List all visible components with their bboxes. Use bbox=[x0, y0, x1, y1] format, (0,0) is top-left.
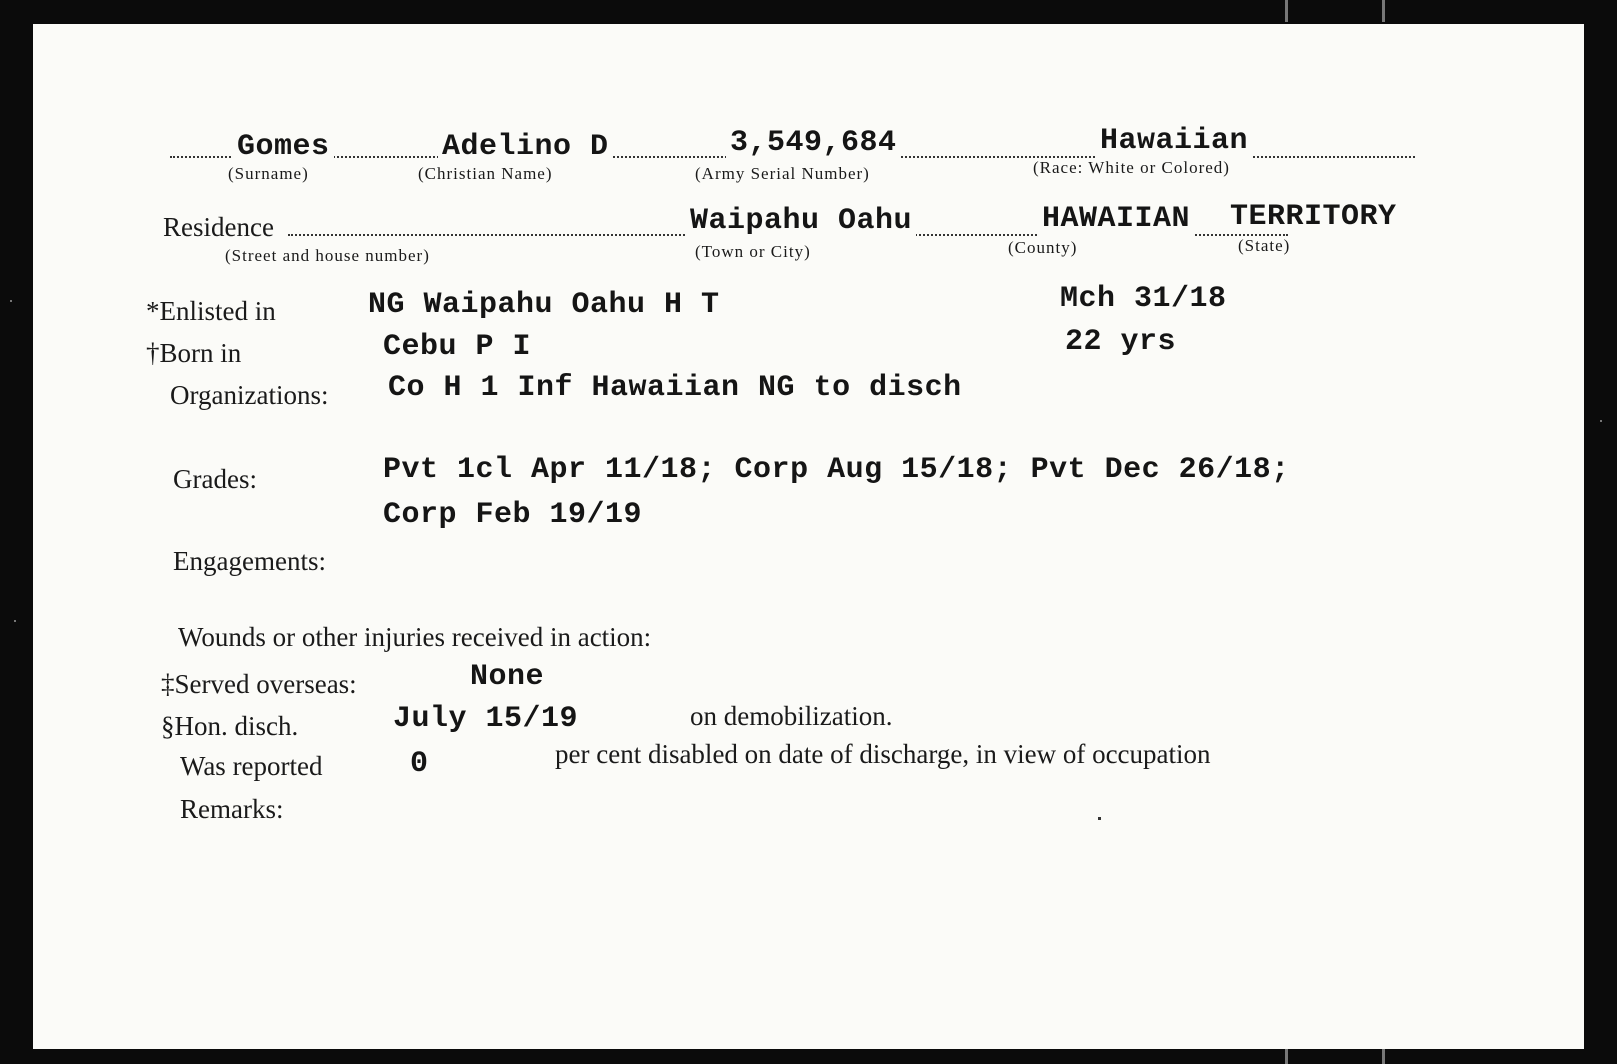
discharge-date: July 15/19 bbox=[393, 702, 579, 736]
enlisted-value: NG Waipahu Oahu H T bbox=[368, 288, 720, 322]
residence-label: Residence bbox=[163, 212, 274, 242]
service-record-card bbox=[33, 24, 1584, 1049]
scan-mark bbox=[1285, 0, 1288, 22]
christian-name-value: Adelino D bbox=[438, 130, 613, 164]
enlisted-label: *Enlisted in bbox=[146, 296, 276, 326]
state-value: TERRITORY bbox=[1230, 200, 1397, 234]
surname-value: Gomes bbox=[233, 130, 334, 164]
town-caption: (Town or City) bbox=[695, 242, 811, 261]
race-value: Hawaiian bbox=[1096, 124, 1252, 158]
born-label: †Born in bbox=[146, 338, 242, 368]
reported-label: Was reported bbox=[180, 751, 323, 781]
state-caption: (State) bbox=[1238, 236, 1291, 255]
scan-speck bbox=[1600, 420, 1602, 422]
discharge-label: §Hon. disch. bbox=[161, 711, 299, 741]
born-value: Cebu P I bbox=[383, 330, 532, 364]
discharge-suffix: on demobilization. bbox=[690, 701, 893, 731]
scan-speck bbox=[10, 300, 12, 302]
served-overseas-label: ‡Served overseas: bbox=[161, 669, 357, 699]
organizations-label: Organizations: bbox=[170, 380, 329, 410]
town-value: Waipahu Oahu bbox=[686, 204, 916, 238]
remarks-label: Remarks: bbox=[180, 794, 284, 824]
wounds-label: Wounds or other injuries received in action: bbox=[178, 622, 652, 652]
grades-line-1: Pvt 1cl Apr 11/18; Corp Aug 15/18; Pvt Dec 26/18; bbox=[383, 453, 1290, 487]
disability-suffix: per cent disabled on date of discharge, in view of occupation bbox=[555, 739, 1211, 769]
surname-caption: (Surname) bbox=[228, 164, 309, 183]
born-age: 22 yrs bbox=[1065, 325, 1177, 359]
engagements-label: Engagements: bbox=[173, 546, 326, 576]
scan-mark bbox=[1285, 1048, 1288, 1064]
serial-number-value: 3,549,684 bbox=[726, 126, 901, 160]
street-caption: (Street and house number) bbox=[225, 246, 430, 265]
grades-line-2: Corp Feb 19/19 bbox=[383, 498, 643, 532]
scan-speck bbox=[14, 620, 16, 622]
county-caption: (County) bbox=[1008, 238, 1078, 257]
christian-name-caption: (Christian Name) bbox=[418, 164, 553, 183]
organizations-value: Co H 1 Inf Hawaiian NG to disch bbox=[388, 371, 962, 405]
scan-mark bbox=[1382, 0, 1385, 22]
disability-percent: 0 bbox=[410, 747, 429, 781]
scan-mark bbox=[1382, 1048, 1385, 1064]
grades-label: Grades: bbox=[173, 464, 257, 494]
county-value: HAWAIIAN bbox=[1038, 202, 1194, 236]
ink-dot bbox=[1098, 817, 1101, 820]
served-overseas-value: None bbox=[470, 660, 545, 694]
race-caption: (Race: White or Colored) bbox=[1033, 158, 1230, 177]
enlisted-date: Mch 31/18 bbox=[1060, 282, 1227, 316]
serial-number-caption: (Army Serial Number) bbox=[695, 164, 870, 183]
